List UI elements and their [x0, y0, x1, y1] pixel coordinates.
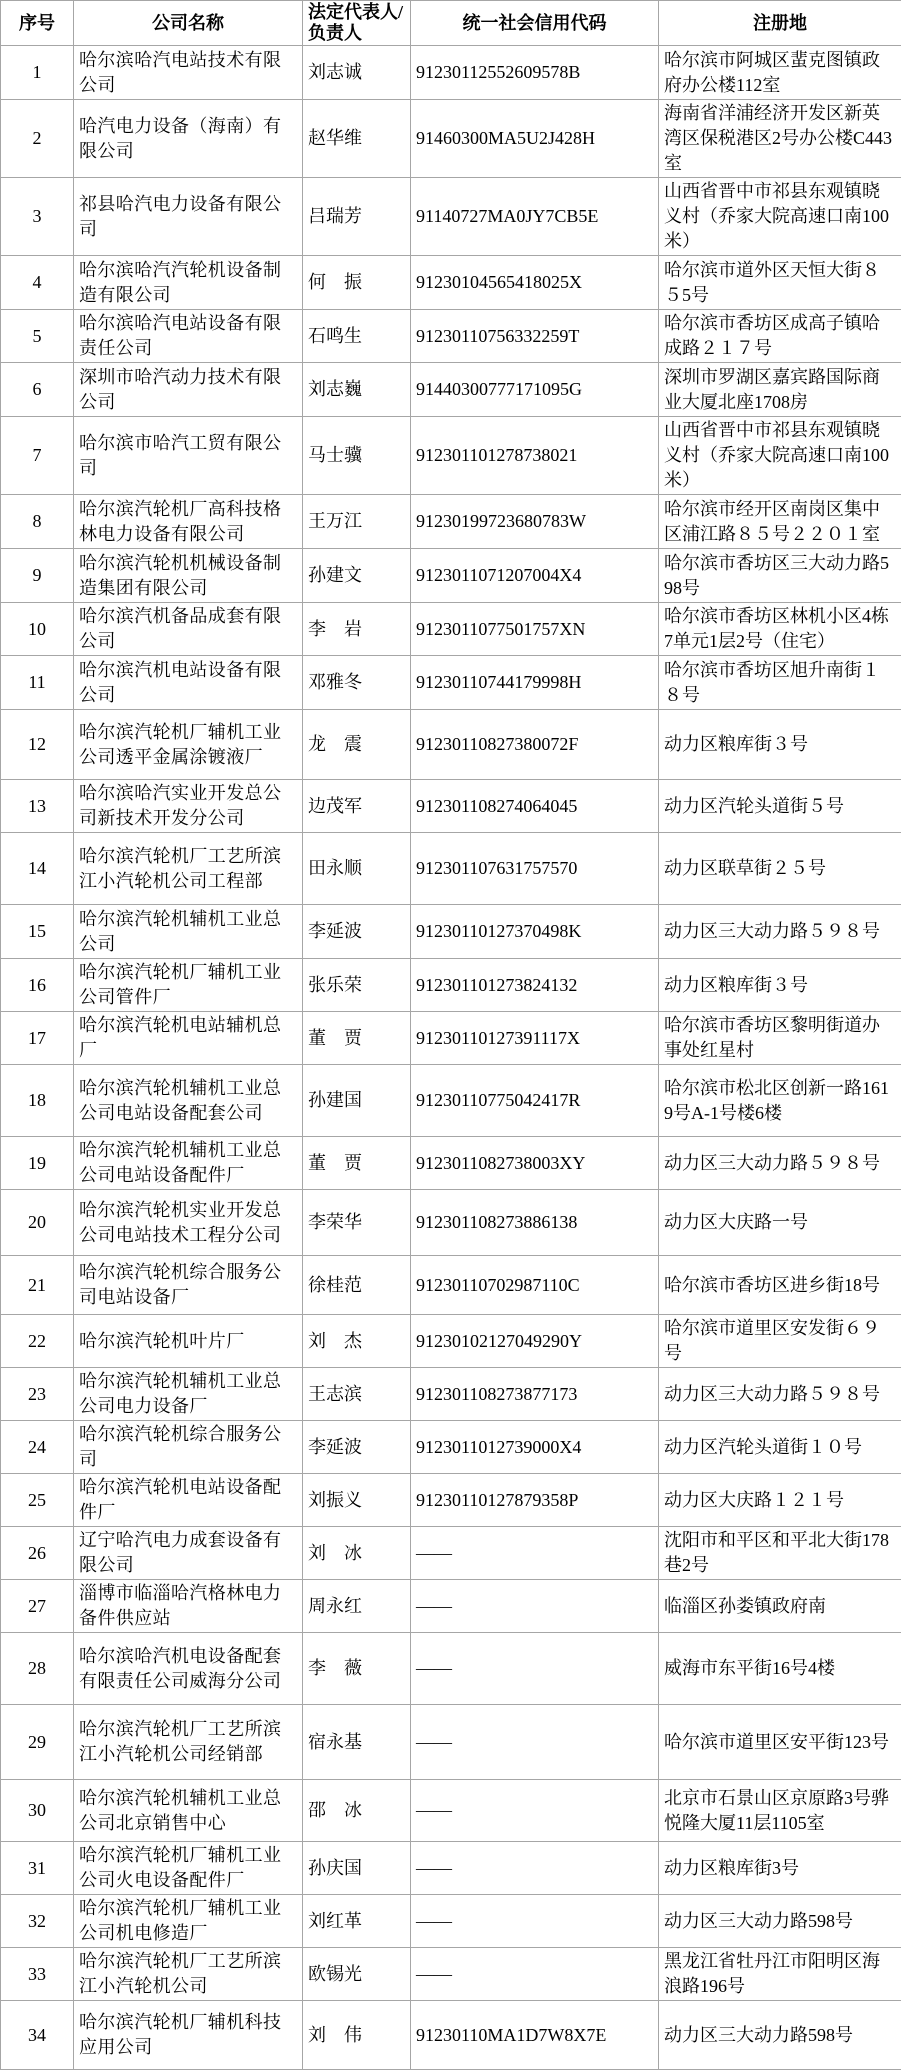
company-name-cell: 祁县哈汽电力设备有限公司	[74, 178, 303, 256]
credit-code-cell: 91230110MA1D7W8X7E	[411, 2001, 659, 2070]
table-row	[1, 1527, 901, 1580]
credit-code-cell: 91230112552609578B	[411, 46, 659, 100]
company-name-cell: 哈尔滨汽轮机叶片厂	[74, 1315, 303, 1368]
row-number-cell: 15	[1, 905, 74, 959]
row-number-cell: 33	[1, 1948, 74, 2001]
row-number-cell: 1	[1, 46, 74, 100]
company-name-cell: 哈尔滨汽轮机辅机工业总公司	[74, 905, 303, 959]
company-name-cell: 哈尔滨哈汽电站设备有限责任公司	[74, 310, 303, 363]
table-header	[1, 1, 901, 46]
credit-code-cell: 912301107631757570	[411, 833, 659, 905]
credit-code-cell: 912301101273824132	[411, 959, 659, 1012]
company-name-cell: 哈汽电力设备（海南）有限公司	[74, 100, 303, 178]
company-name-cell: 辽宁哈汽电力成套设备有限公司	[74, 1527, 303, 1580]
company-name-cell: 哈尔滨汽轮机厂工艺所滨江小汽轮机公司工程部	[74, 833, 303, 905]
table-row	[1, 1421, 901, 1474]
address-cell: 哈尔滨市道里区安平街123号	[659, 1705, 901, 1780]
row-number-cell: 6	[1, 363, 74, 417]
table-row	[1, 1580, 901, 1633]
representative-cell: 刘振义	[303, 1474, 411, 1527]
representative-cell: 马士骥	[303, 417, 411, 495]
table-row	[1, 1948, 901, 2001]
row-number-cell: 5	[1, 310, 74, 363]
table-row	[1, 100, 901, 178]
representative-cell: 刘红革	[303, 1895, 411, 1948]
address-cell: 黑龙江省牡丹江市阳明区海浪路196号	[659, 1948, 901, 2001]
row-number-cell: 30	[1, 1780, 74, 1842]
representative-cell: 田永顺	[303, 833, 411, 905]
row-number-cell: 27	[1, 1580, 74, 1633]
address-cell: 哈尔滨市道外区天恒大街８５5号	[659, 256, 901, 310]
credit-code-cell: 91230104565418025X	[411, 256, 659, 310]
table-row	[1, 1137, 901, 1190]
credit-code-cell: 91230199723680783W	[411, 495, 659, 549]
row-number-cell: 22	[1, 1315, 74, 1368]
row-number-cell: 12	[1, 710, 74, 780]
credit-code-cell: 9123011077501757XN	[411, 603, 659, 656]
table-row	[1, 495, 901, 549]
company-name-cell: 哈尔滨汽轮机厂辅机工业公司火电设备配件厂	[74, 1842, 303, 1895]
table-row	[1, 780, 901, 833]
row-number-cell: 32	[1, 1895, 74, 1948]
representative-cell: 刘志巍	[303, 363, 411, 417]
row-number-cell: 34	[1, 2001, 74, 2070]
company-name-cell: 哈尔滨汽轮机厂辅机工业公司透平金属涂镀液厂	[74, 710, 303, 780]
address-cell: 哈尔滨市香坊区林机小区4栋7单元1层2号（住宅）	[659, 603, 901, 656]
address-cell: 动力区粮库街3号	[659, 1842, 901, 1895]
company-name-cell: 哈尔滨汽轮机综合服务公司	[74, 1421, 303, 1474]
representative-cell: 龙 震	[303, 710, 411, 780]
credit-code-cell: 91230110756332259T	[411, 310, 659, 363]
representative-cell: 孙建文	[303, 549, 411, 603]
credit-code-cell: ——	[411, 1842, 659, 1895]
representative-cell: 邓雅冬	[303, 656, 411, 710]
table-body	[1, 46, 901, 2070]
header-registered-address: 注册地	[659, 1, 901, 46]
company-name-cell: 哈尔滨汽轮机辅机工业总公司电力设备厂	[74, 1368, 303, 1421]
company-name-cell: 哈尔滨汽轮机电站辅机总厂	[74, 1012, 303, 1065]
address-cell: 动力区汽轮头道街５号	[659, 780, 901, 833]
company-name-cell: 哈尔滨汽轮机机械设备制造集团有限公司	[74, 549, 303, 603]
representative-cell: 李荣华	[303, 1190, 411, 1256]
representative-cell: 刘 冰	[303, 1527, 411, 1580]
credit-code-cell: 91230110775042417R	[411, 1065, 659, 1137]
company-name-cell: 哈尔滨汽轮机厂工艺所滨江小汽轮机公司经销部	[74, 1705, 303, 1780]
company-name-cell: 哈尔滨汽轮机辅机工业总公司北京销售中心	[74, 1780, 303, 1842]
company-name-cell: 哈尔滨汽轮机厂辅机科技应用公司	[74, 2001, 303, 2070]
representative-cell: 吕瑞芳	[303, 178, 411, 256]
credit-code-cell: 9123011071207004X4	[411, 549, 659, 603]
address-cell: 海南省洋浦经济开发区新英湾区保税港区2号办公楼C443室	[659, 100, 901, 178]
table-row	[1, 1368, 901, 1421]
credit-code-cell: ——	[411, 1580, 659, 1633]
table-row	[1, 1895, 901, 1948]
representative-cell: 宿永基	[303, 1705, 411, 1780]
representative-cell: 刘 杰	[303, 1315, 411, 1368]
representative-cell: 邵 冰	[303, 1780, 411, 1842]
row-number-cell: 8	[1, 495, 74, 549]
address-cell: 临淄区孙娄镇政府南	[659, 1580, 901, 1633]
company-name-cell: 哈尔滨汽机电站设备有限公司	[74, 656, 303, 710]
address-cell: 动力区大庆路１２１号	[659, 1474, 901, 1527]
address-cell: 山西省晋中市祁县东观镇晓义村（乔家大院高速口南100米）	[659, 417, 901, 495]
row-number-cell: 24	[1, 1421, 74, 1474]
address-cell: 哈尔滨市香坊区黎明街道办事处红星村	[659, 1012, 901, 1065]
representative-cell: 刘 伟	[303, 2001, 411, 2070]
row-number-cell: 28	[1, 1633, 74, 1705]
company-name-cell: 深圳市哈汽动力技术有限公司	[74, 363, 303, 417]
address-cell: 动力区三大动力路598号	[659, 2001, 901, 2070]
table-row	[1, 959, 901, 1012]
representative-cell: 孙庆国	[303, 1842, 411, 1895]
company-name-cell: 哈尔滨汽轮机辅机工业总公司电站设备配套公司	[74, 1065, 303, 1137]
table-row	[1, 1190, 901, 1256]
credit-code-cell: 91460300MA5U2J428H	[411, 100, 659, 178]
row-number-cell: 2	[1, 100, 74, 178]
company-name-cell: 哈尔滨哈汽实业开发总公司新技术开发分公司	[74, 780, 303, 833]
credit-code-cell: 91140727MA0JY7CB5E	[411, 178, 659, 256]
row-number-cell: 16	[1, 959, 74, 1012]
credit-code-cell: ——	[411, 1948, 659, 2001]
company-name-cell: 哈尔滨汽轮机厂辅机工业公司管件厂	[74, 959, 303, 1012]
row-number-cell: 7	[1, 417, 74, 495]
address-cell: 动力区联草街２５号	[659, 833, 901, 905]
row-number-cell: 19	[1, 1137, 74, 1190]
representative-cell: 李 岩	[303, 603, 411, 656]
address-cell: 动力区三大动力路５９８号	[659, 1137, 901, 1190]
table-row	[1, 1012, 901, 1065]
company-name-cell: 哈尔滨汽机备品成套有限公司	[74, 603, 303, 656]
table-row	[1, 656, 901, 710]
row-number-cell: 17	[1, 1012, 74, 1065]
table-row	[1, 1315, 901, 1368]
address-cell: 动力区三大动力路５９８号	[659, 1368, 901, 1421]
company-name-cell: 哈尔滨哈汽电站技术有限公司	[74, 46, 303, 100]
representative-cell: 李 薇	[303, 1633, 411, 1705]
table-row	[1, 1065, 901, 1137]
header-row	[1, 1, 901, 46]
header-company-name: 公司名称	[74, 1, 303, 46]
address-cell: 哈尔滨市香坊区三大动力路598号	[659, 549, 901, 603]
row-number-cell: 10	[1, 603, 74, 656]
credit-code-cell: 912301108273886138	[411, 1190, 659, 1256]
address-cell: 动力区粮库街３号	[659, 710, 901, 780]
table-row	[1, 1474, 901, 1527]
credit-code-cell: ——	[411, 1705, 659, 1780]
address-cell: 动力区大庆路一号	[659, 1190, 901, 1256]
table-row	[1, 178, 901, 256]
representative-cell: 徐桂范	[303, 1256, 411, 1315]
company-name-cell: 哈尔滨市哈汽工贸有限公司	[74, 417, 303, 495]
row-number-cell: 26	[1, 1527, 74, 1580]
address-cell: 哈尔滨市香坊区旭升南街１８号	[659, 656, 901, 710]
header-credit-code: 统一社会信用代码	[411, 1, 659, 46]
credit-code-cell: 912301108273877173	[411, 1368, 659, 1421]
table-row	[1, 1780, 901, 1842]
credit-code-cell: ——	[411, 1633, 659, 1705]
table-row	[1, 310, 901, 363]
table-row	[1, 46, 901, 100]
row-number-cell: 14	[1, 833, 74, 905]
address-cell: 沈阳市和平区和平北大街178巷2号	[659, 1527, 901, 1580]
table-row	[1, 603, 901, 656]
representative-cell: 王志滨	[303, 1368, 411, 1421]
address-cell: 哈尔滨市松北区创新一路1619号A-1号楼6楼	[659, 1065, 901, 1137]
address-cell: 动力区粮库街３号	[659, 959, 901, 1012]
address-cell: 威海市东平街16号4楼	[659, 1633, 901, 1705]
representative-cell: 董 贾	[303, 1012, 411, 1065]
representative-cell: 李延波	[303, 905, 411, 959]
table-row	[1, 1633, 901, 1705]
row-number-cell: 29	[1, 1705, 74, 1780]
address-cell: 动力区三大动力路598号	[659, 1895, 901, 1948]
representative-cell: 欧锡光	[303, 1948, 411, 2001]
company-name-cell: 哈尔滨哈汽机电设备配套有限责任公司威海分公司	[74, 1633, 303, 1705]
table-row	[1, 905, 901, 959]
company-name-cell: 哈尔滨哈汽汽轮机设备制造有限公司	[74, 256, 303, 310]
credit-code-cell: 91230110827380072F	[411, 710, 659, 780]
credit-code-cell: 91230110127391117X	[411, 1012, 659, 1065]
row-number-cell: 4	[1, 256, 74, 310]
header-serial-number: 序号	[1, 1, 74, 46]
company-name-cell: 哈尔滨汽轮机厂高科技格林电力设备有限公司	[74, 495, 303, 549]
representative-cell: 董 贾	[303, 1137, 411, 1190]
address-cell: 哈尔滨市经开区南岗区集中区浦江路８５号２２０１室	[659, 495, 901, 549]
credit-code-cell: 91230110127879358P	[411, 1474, 659, 1527]
row-number-cell: 23	[1, 1368, 74, 1421]
credit-code-cell: 91230102127049290Y	[411, 1315, 659, 1368]
row-number-cell: 31	[1, 1842, 74, 1895]
address-cell: 深圳市罗湖区嘉宾路国际商业大厦北座1708房	[659, 363, 901, 417]
row-number-cell: 9	[1, 549, 74, 603]
representative-cell: 李延波	[303, 1421, 411, 1474]
representative-cell: 刘志诚	[303, 46, 411, 100]
table-row	[1, 1842, 901, 1895]
header-legal-representative: 法定代表人/负责人	[303, 1, 411, 46]
row-number-cell: 25	[1, 1474, 74, 1527]
credit-code-cell: ——	[411, 1527, 659, 1580]
address-cell: 山西省晋中市祁县东观镇晓义村（乔家大院高速口南100米）	[659, 178, 901, 256]
representative-cell: 王万江	[303, 495, 411, 549]
table-row	[1, 363, 901, 417]
row-number-cell: 18	[1, 1065, 74, 1137]
credit-code-cell: 91230110127370498K	[411, 905, 659, 959]
address-cell: 北京市石景山区京原路3号骅悦隆大厦11层1105室	[659, 1780, 901, 1842]
table-row	[1, 549, 901, 603]
company-name-cell: 哈尔滨汽轮机辅机工业总公司电站设备配件厂	[74, 1137, 303, 1190]
credit-code-cell: 9123011082738003XY	[411, 1137, 659, 1190]
address-cell: 哈尔滨市香坊区成高子镇哈成路２１７号	[659, 310, 901, 363]
credit-code-cell: 91230110702987110C	[411, 1256, 659, 1315]
table-row	[1, 833, 901, 905]
table-row	[1, 417, 901, 495]
credit-code-cell: ——	[411, 1895, 659, 1948]
address-cell: 动力区三大动力路５９８号	[659, 905, 901, 959]
company-name-cell: 哈尔滨汽轮机综合服务公司电站设备厂	[74, 1256, 303, 1315]
address-cell: 哈尔滨市阿城区蜚克图镇政府办公楼112室	[659, 46, 901, 100]
company-name-cell: 哈尔滨汽轮机厂辅机工业公司机电修造厂	[74, 1895, 303, 1948]
row-number-cell: 11	[1, 656, 74, 710]
representative-cell: 赵华维	[303, 100, 411, 178]
credit-code-cell: 912301108274064045	[411, 780, 659, 833]
representative-cell: 周永红	[303, 1580, 411, 1633]
table-row	[1, 2001, 901, 2070]
representative-cell: 孙建国	[303, 1065, 411, 1137]
representative-cell: 张乐荣	[303, 959, 411, 1012]
representative-cell: 何 振	[303, 256, 411, 310]
table-row	[1, 1705, 901, 1780]
representative-cell: 石鸣生	[303, 310, 411, 363]
address-cell: 哈尔滨市香坊区进乡街18号	[659, 1256, 901, 1315]
table-row	[1, 710, 901, 780]
company-name-cell: 哈尔滨汽轮机厂工艺所滨江小汽轮机公司	[74, 1948, 303, 2001]
row-number-cell: 20	[1, 1190, 74, 1256]
row-number-cell: 21	[1, 1256, 74, 1315]
credit-code-cell: 91230110744179998H	[411, 656, 659, 710]
credit-code-cell: 9123011012739000X4	[411, 1421, 659, 1474]
company-name-cell: 哈尔滨汽轮机电站设备配件厂	[74, 1474, 303, 1527]
representative-cell: 边茂军	[303, 780, 411, 833]
credit-code-cell: 91440300777171095G	[411, 363, 659, 417]
address-cell: 哈尔滨市道里区安发街６９号	[659, 1315, 901, 1368]
table-row	[1, 1256, 901, 1315]
table-row	[1, 256, 901, 310]
credit-code-cell: ——	[411, 1780, 659, 1842]
row-number-cell: 13	[1, 780, 74, 833]
row-number-cell: 3	[1, 178, 74, 256]
company-name-cell: 哈尔滨汽轮机实业开发总公司电站技术工程分公司	[74, 1190, 303, 1256]
address-cell: 动力区汽轮头道街１０号	[659, 1421, 901, 1474]
company-name-cell: 淄博市临淄哈汽格林电力备件供应站	[74, 1580, 303, 1633]
credit-code-cell: 912301101278738021	[411, 417, 659, 495]
